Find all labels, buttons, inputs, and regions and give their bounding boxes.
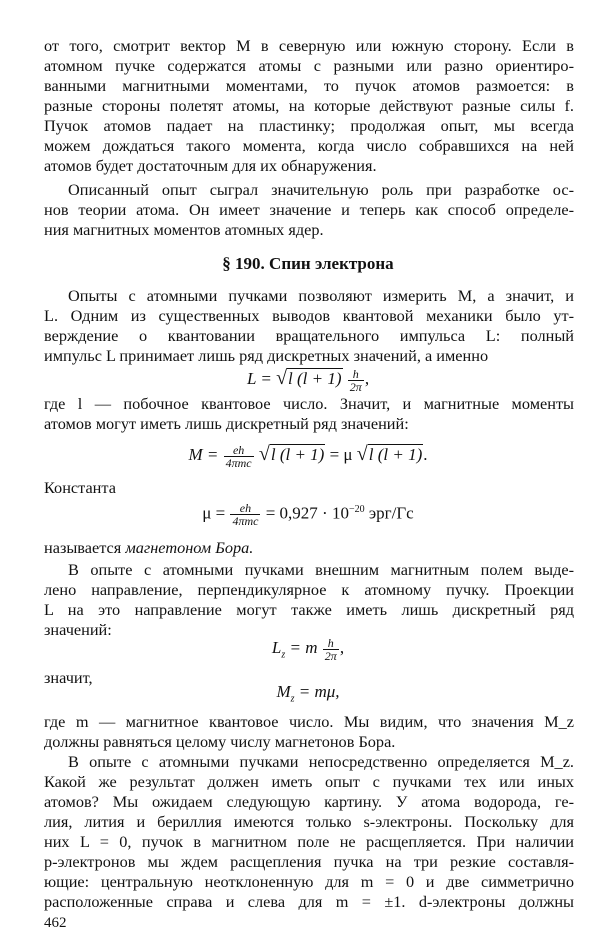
text-line: ния магнитных моментов атомных ядер. xyxy=(44,220,324,239)
text-line: Описанный опыт сыграл значительную роль при разработке ос- xyxy=(68,180,574,199)
text-line: Пучок атомов падает на пластинку; продолжая опыт, мы всегда xyxy=(44,116,574,135)
text-line: L на это направление могут также иметь лишь дискретный ряд xyxy=(44,600,574,619)
text-line: должны равняться целому числу магнетонов Бора. xyxy=(44,732,396,751)
eq-lhs: M = xyxy=(188,445,219,464)
text-line: лия, лития и бериллия имеются только s-электроны. Поскольку для xyxy=(44,812,574,831)
text-line: импульс L принимает лишь ряд дискретных значений, а именно xyxy=(44,346,489,365)
text-line: верждение о квантовании вращательного импульса L: полный xyxy=(44,326,574,345)
eq-rhs: = mμ, xyxy=(294,682,340,701)
text-line: ванными магнитными моментами, то пучок атомов размоется: в xyxy=(44,76,574,95)
eq-exponent: −20 xyxy=(348,504,365,515)
text-line: атомов могут иметь лишь дискретный ряд значений: xyxy=(44,414,409,433)
eq-tail: , xyxy=(364,369,370,388)
text-line: p-электронов мы ждем расщепления пучка на три резкие составля- xyxy=(44,852,574,871)
fraction-denominator: 4πmc xyxy=(232,514,259,529)
equation-mz xyxy=(0,680,616,711)
fraction-numerator: eh xyxy=(224,444,254,457)
page-number: 462 xyxy=(44,915,67,931)
text-line: лено направление, перпендикулярное к атомному пучку. Проекции xyxy=(44,580,574,599)
fraction-denominator: 2π xyxy=(324,648,337,663)
sqrt-radicand: l (l + 1) xyxy=(368,445,423,464)
text-line: где m — магнитное квантовое число. Мы видим, что значения M_z xyxy=(44,712,574,731)
equation-bohr-magneton xyxy=(0,498,616,527)
fraction-numerator: h xyxy=(348,368,364,381)
eq-rhs: = 0,927 · 10 xyxy=(265,503,349,523)
eq-subscript: z xyxy=(281,649,286,661)
text-line: атомов будет достаточным для их обнаружения. xyxy=(44,156,377,175)
sqrt-expression: √l (l + 1) xyxy=(356,443,423,465)
eq-middle: = μ xyxy=(329,445,353,464)
text-line: В опыте с атомными пучками непосредственно определяется M_z. xyxy=(68,752,574,771)
eq-lhs: L xyxy=(271,638,282,657)
eq-lhs: μ = xyxy=(202,503,226,523)
eq-tail: . xyxy=(423,445,428,464)
sqrt-expression: √l (l + 1) xyxy=(276,367,342,389)
fraction-denominator: 4πmc xyxy=(225,455,252,470)
text-line: можем дождаться такого момента, когда число собравшихся на ней xyxy=(44,136,574,155)
sqrt-radicand: l (l + 1) xyxy=(288,369,342,388)
fraction xyxy=(230,502,260,527)
text-line: расположенные справа и слева для m = ±1. d-электроны должны xyxy=(44,892,574,911)
text-line: атомов? Мы ожидаем следующую картину. У атома водорода, ге- xyxy=(44,792,574,811)
text-line: значит, xyxy=(44,668,93,687)
text-line: значений: xyxy=(44,620,112,639)
text-line: нов теории атома. Он имеет значение и теперь как способ определе- xyxy=(44,200,574,219)
text-line: атомном пучке содержатся атомы с разными или разно ориентиро- xyxy=(44,56,574,75)
equation-magnetic-moment xyxy=(0,442,616,469)
section-heading: § 190. Спин электрона xyxy=(222,254,394,273)
text-line: ющие: центральную неотклоненную для m = 0 и две симметрично xyxy=(44,872,574,891)
text-line: В опыте с атомными пучками внешним магнитным полем выде- xyxy=(68,560,574,579)
text-line: где l — побочное квантовое число. Значит, и магнитные моменты xyxy=(44,394,574,413)
sqrt-expression: √l (l + 1) xyxy=(258,443,325,465)
sqrt-radicand: l (l + 1) xyxy=(270,445,325,464)
fraction-numerator: h xyxy=(323,637,339,650)
fraction-numerator: eh xyxy=(230,502,260,515)
eq-lhs: M xyxy=(276,682,291,701)
fraction xyxy=(224,444,254,469)
eq-middle: = m xyxy=(285,638,318,657)
eq-unit: эрг/Гс xyxy=(364,503,414,523)
eq-subscript: z xyxy=(290,693,295,705)
eq-tail: , xyxy=(339,638,345,657)
bohr-term: магнетоном Бора. xyxy=(125,538,254,557)
equation-lz xyxy=(0,636,616,667)
text-line: них L = 0, пучок в магнитном поле не расщепляется. При наличии xyxy=(44,832,574,851)
fraction-denominator: 2π xyxy=(349,379,362,394)
text-line: Какой же результат должен иметь опыт с пучками тех или иных xyxy=(44,772,574,791)
eq-lhs: L = xyxy=(246,369,272,388)
text-line: Опыты с атомными пучками позволяют измерить M, а значит, и xyxy=(68,286,574,305)
bohr-prefix: называется xyxy=(44,538,126,557)
text-line: Константа xyxy=(44,478,116,497)
fraction xyxy=(323,637,339,662)
text-line: разные стороны полетят атомы, на которые действуют разные силы f. xyxy=(44,96,574,115)
equation-angular-momentum xyxy=(0,366,616,393)
text-line: от того, смотрит вектор M в северную или южную сторону. Если в xyxy=(44,36,574,55)
text-line: L. Одним из существенных выводов квантовой механики было ут- xyxy=(44,306,574,325)
fraction xyxy=(348,368,364,393)
text-line xyxy=(44,538,574,558)
